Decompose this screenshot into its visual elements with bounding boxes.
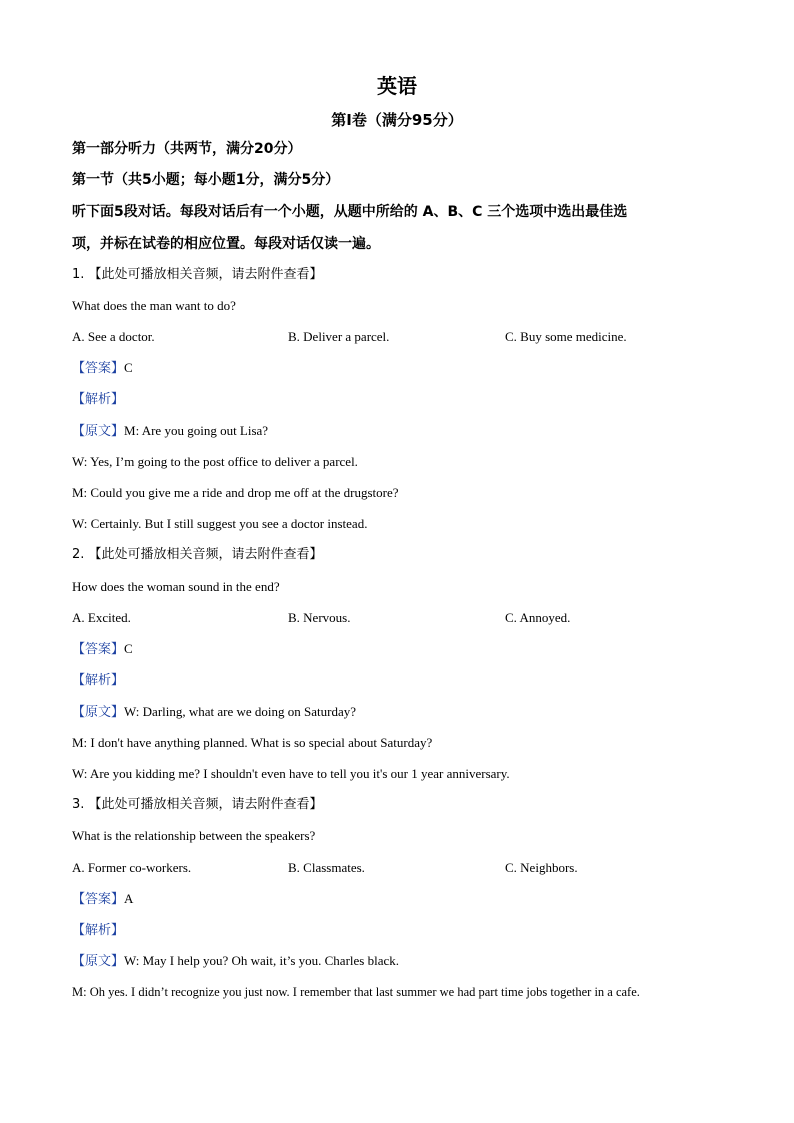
answer-value: A [124, 891, 134, 906]
question-1-heading: 1. 【此处可播放相关音频，请去附件查看】 [72, 267, 323, 282]
question-2-heading: 2. 【此处可播放相关音频，请去附件查看】 [72, 547, 323, 562]
question-3-script-line-2: M: Oh yes. I didn’t recognize you just now. I remember that last summer we had part time jobs together in a cafe. [72, 985, 640, 999]
instruction-line-2: 项，并标在试卷的相应位置。每段对话仅读一遍。 [72, 236, 380, 252]
question-3-script-line-1 [72, 952, 399, 971]
question-3-analysis [72, 921, 124, 940]
question-3-option-c: C. Neighbors. [505, 860, 578, 875]
paper-subtitle: 第Ⅰ卷（满分95分） [331, 111, 463, 129]
question-1-option-a: A. See a doctor. [72, 329, 155, 344]
question-2-option-b: B. Nervous. [288, 610, 351, 625]
question-3-option-a: A. Former co-workers. [72, 860, 192, 875]
script-text: W: Darling, what are we doing on Saturday? [124, 704, 357, 719]
question-1-option-b: B. Deliver a parcel. [288, 329, 390, 344]
question-2-stem: How does the woman sound in the end? [72, 579, 280, 594]
question-1-script-line-1 [72, 422, 268, 441]
answer-value: C [124, 360, 133, 375]
original-tag: 【原文】 [72, 424, 125, 439]
analysis-tag: 【解析】 [72, 392, 125, 407]
question-1-script-line-4: W: Certainly. But I still suggest you see a doctor instead. [72, 516, 368, 531]
question-2-option-c: C. Annoyed. [505, 610, 571, 625]
question-2-analysis [72, 671, 124, 690]
question-1-script-line-2: W: Yes, I’m going to the post office to deliver a parcel. [72, 454, 358, 469]
question-1-answer [72, 359, 133, 378]
original-tag: 【原文】 [72, 705, 125, 720]
analysis-tag: 【解析】 [72, 923, 125, 938]
question-3-answer [72, 890, 133, 909]
answer-tag: 【答案】 [72, 361, 125, 376]
question-2-script-line-3: W: Are you kidding me? I shouldn't even have to tell you it's our 1 year anniversary. [72, 766, 510, 781]
question-1-analysis [72, 390, 124, 409]
question-2-option-a: A. Excited. [72, 610, 131, 625]
question-1-stem: What does the man want to do? [72, 298, 236, 313]
instruction-line-1: 听下面5段对话。每段对话后有一个小题，从题中所给的 A、B、C 三个选项中选出最佳选 [72, 204, 628, 220]
page-title: 英语 [377, 74, 417, 98]
question-1-option-c: C. Buy some medicine. [505, 329, 627, 344]
question-3-option-b: B. Classmates. [288, 860, 365, 875]
question-2-script-line-1 [72, 703, 356, 722]
section-heading: 第一节（共5小题；每小题1分，满分5分） [72, 172, 340, 188]
question-1-script-line-3: M: Could you give me a ride and drop me off at the drugstore? [72, 485, 399, 500]
script-text: M: Are you going out Lisa? [124, 423, 269, 438]
original-tag: 【原文】 [72, 954, 125, 969]
question-3-heading: 3. 【此处可播放相关音频，请去附件查看】 [72, 797, 323, 812]
part-heading: 第一部分听力（共两节，满分20分） [72, 141, 302, 157]
answer-tag: 【答案】 [72, 642, 125, 657]
question-2-answer [72, 640, 133, 659]
answer-tag: 【答案】 [72, 892, 125, 907]
answer-value: C [124, 641, 133, 656]
question-2-script-line-2: M: I don't have anything planned. What is so special about Saturday? [72, 735, 433, 750]
analysis-tag: 【解析】 [72, 673, 125, 688]
question-3-stem: What is the relationship between the speakers? [72, 828, 316, 843]
script-text: W: May I help you? Oh wait, it’s you. Charles black. [124, 953, 400, 968]
